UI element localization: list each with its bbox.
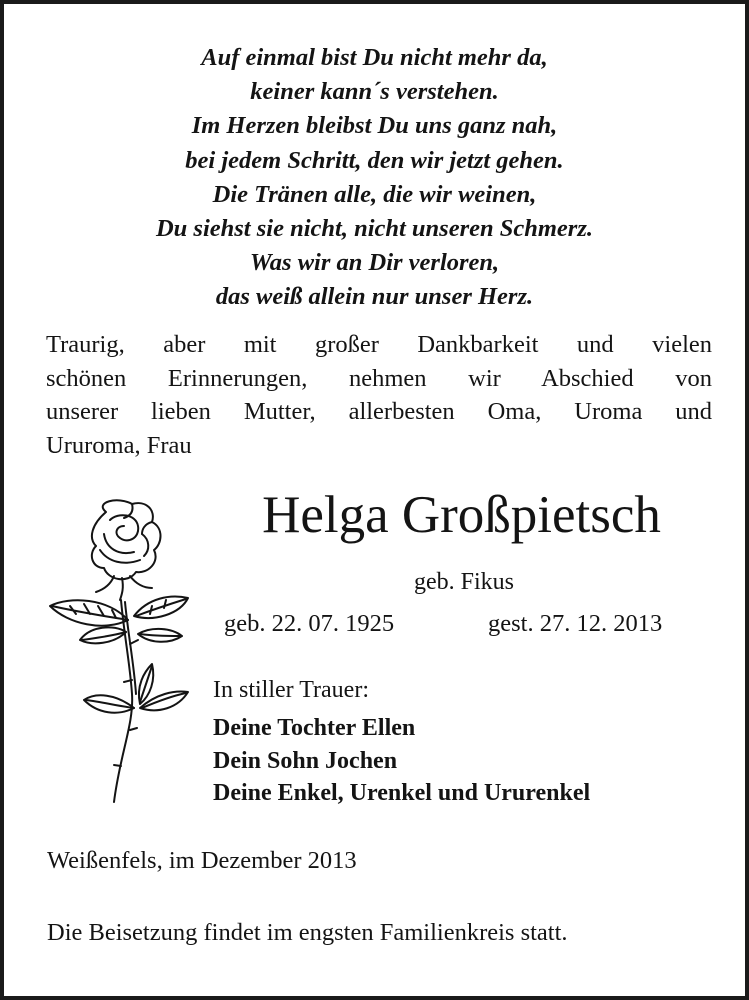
poem-line: Im Herzen bleibst Du uns ganz nah, [191, 112, 558, 140]
poem-line: Die Tränen alle, die wir weinen, [212, 180, 537, 208]
burial-note: Die Beisetzung findet im engsten Familienkreis statt. [47, 919, 568, 946]
mourner: Deine Tochter Ellen [213, 715, 416, 741]
poem-line: Du siehst sie nicht, nicht unseren Schmerz. [155, 215, 594, 243]
place-date: Weißenfels, im Dezember 2013 [47, 847, 357, 874]
intro-line: unserer lieben Mutter, allerbesten Oma, Uroma und [46, 398, 712, 425]
memorial-poem [24, 41, 725, 315]
mourner: Dein Sohn Jochen [213, 747, 398, 774]
deceased-name: Helga Großpietsch [262, 486, 661, 544]
poem-line: das weiß allein nur unser Herz. [215, 283, 534, 311]
rose-icon [44, 494, 194, 809]
intro-text [46, 328, 712, 462]
mourning-heading: In stiller Trauer: [213, 677, 369, 703]
intro-line: Ururoma, Frau [46, 431, 192, 459]
birth-date: geb. 22. 07. 1925 [224, 610, 395, 637]
poem-line: bei jedem Schritt, den wir jetzt gehen. [185, 146, 564, 174]
mourners-list [213, 712, 590, 810]
intro-line: Traurig, aber mit großer Dankbarkeit und vielen [46, 331, 712, 358]
maiden-name: geb. Fikus [413, 569, 514, 595]
poem-line: Auf einmal bist Du nicht mehr da, [201, 44, 548, 71]
intro-line: schönen Erinnerungen, nehmen wir Abschied von [46, 364, 712, 392]
death-date: gest. 27. 12. 2013 [488, 610, 663, 637]
mourner: Deine Enkel, Urenkel und Ururenkel [213, 780, 591, 806]
poem-line: Was wir an Dir verloren, [249, 249, 500, 277]
poem-line: keiner kann´s verstehen. [250, 78, 499, 106]
